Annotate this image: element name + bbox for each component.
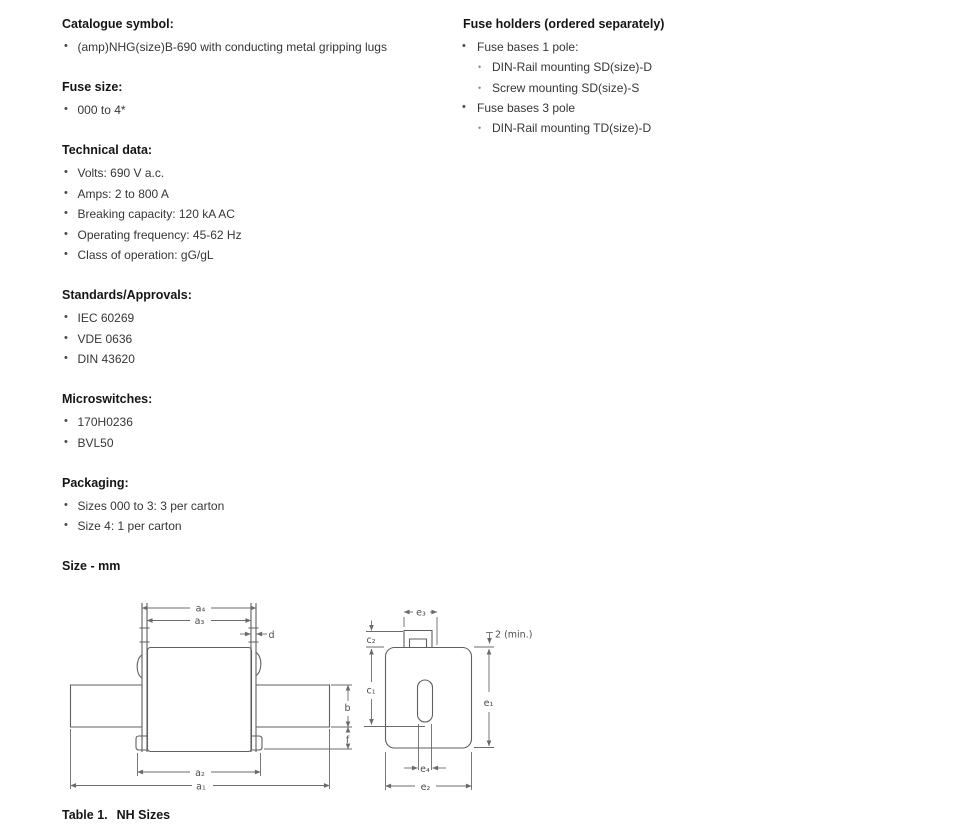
dim-label-f: f — [345, 735, 350, 746]
table-caption-number: Table 1. — [62, 808, 108, 822]
dim-label-c2: c₂ — [366, 635, 376, 646]
list-item-text: Volts: 690 V a.c. — [77, 166, 165, 180]
section-heading: Standards/Approvals: — [62, 288, 192, 302]
bullet-icon: • — [64, 415, 68, 427]
bullet-icon: • — [64, 331, 68, 344]
bullet-icon: • — [64, 311, 68, 323]
list-item-text: 170H0236 — [77, 415, 133, 429]
bullet-icon: • — [64, 498, 68, 511]
section-heading: Microswitches: — [62, 392, 153, 406]
list-item-text: DIN-Rail mounting SD(size)-D — [492, 60, 653, 75]
section-heading: Size - mm — [62, 559, 121, 573]
list-item-text: Operating frequency: 45-62 Hz — [77, 227, 242, 242]
list-item-text: DIN-Rail mounting TD(size)-D — [492, 121, 652, 136]
dim-label-b: b — [344, 703, 351, 714]
table-caption — [62, 808, 170, 822]
list-item-text: Sizes 000 to 3: 3 per carton — [77, 498, 225, 513]
bullet-icon: • — [64, 103, 68, 115]
list-item-text: Breaking capacity: 120 kA AC — [77, 207, 235, 221]
list-item-text: (amp)NHG(size)B-690 with conducting metal gripping lugs — [77, 40, 387, 54]
bullet-icon: • — [462, 40, 466, 52]
dim-label-e4: e₄ — [420, 763, 430, 775]
dim-label-a2: a₂ — [195, 767, 205, 779]
bullet-icon: • — [64, 227, 68, 240]
section-heading: Technical data: — [62, 143, 153, 157]
bullet-icon: • — [64, 166, 68, 178]
list-item-text: Fuse bases 3 pole — [477, 100, 576, 115]
dim-label-d: d — [268, 629, 275, 641]
bullet-icon: • — [64, 207, 68, 219]
dim-label-a3: a₃ — [194, 616, 205, 627]
section-heading: Fuse size: — [62, 80, 123, 94]
section-heading: Catalogue symbol: — [62, 17, 174, 31]
bullet-icon: • — [462, 100, 466, 113]
section-heading: Packaging: — [62, 475, 129, 490]
bullet-icon: • — [64, 40, 68, 52]
bullet-icon: • — [64, 186, 68, 199]
table-caption-title: NH Sizes — [116, 808, 171, 822]
section-heading: Fuse holders (ordered separately) — [463, 17, 665, 31]
list-item-text: 000 to 4* — [77, 103, 126, 117]
dim-label-e3: e₃ — [416, 607, 426, 619]
bullet-icon: • — [64, 435, 68, 448]
list-item-text: DIN 43620 — [77, 352, 135, 366]
list-item-text: Fuse bases 1 pole: — [477, 40, 579, 54]
dim-label-c1: c₁ — [366, 685, 376, 697]
list-item-text: VDE 0636 — [77, 331, 133, 346]
sub-bullet-icon: • — [478, 123, 482, 134]
front-view-dimensions — [71, 604, 353, 793]
dim-label-e1: e₁ — [483, 697, 494, 709]
list-item-text: Amps: 2 to 800 A — [77, 186, 169, 201]
dim-label-a1: a₁ — [196, 781, 206, 793]
dim-label-a4: a₄ — [195, 603, 206, 615]
sub-bullet-icon: • — [478, 62, 482, 73]
list-item-text: Screw mounting SD(size)-S — [492, 80, 640, 95]
dim-label-e2: e₂ — [420, 781, 431, 793]
bullet-icon: • — [64, 352, 68, 364]
side-view-dimensions — [364, 608, 532, 793]
bullet-icon: • — [64, 519, 68, 531]
bullet-icon: • — [64, 248, 68, 260]
sub-bullet-icon: • — [478, 82, 482, 93]
fuse-side-view — [386, 631, 472, 749]
dim-label-2min: 2 (min.) — [495, 629, 533, 641]
list-item-text: Class of operation: gG/gL — [77, 248, 214, 262]
list-item-text: Size 4: 1 per carton — [77, 519, 182, 533]
list-item-text: IEC 60269 — [77, 311, 135, 325]
list-item-text: BVL50 — [77, 435, 114, 450]
